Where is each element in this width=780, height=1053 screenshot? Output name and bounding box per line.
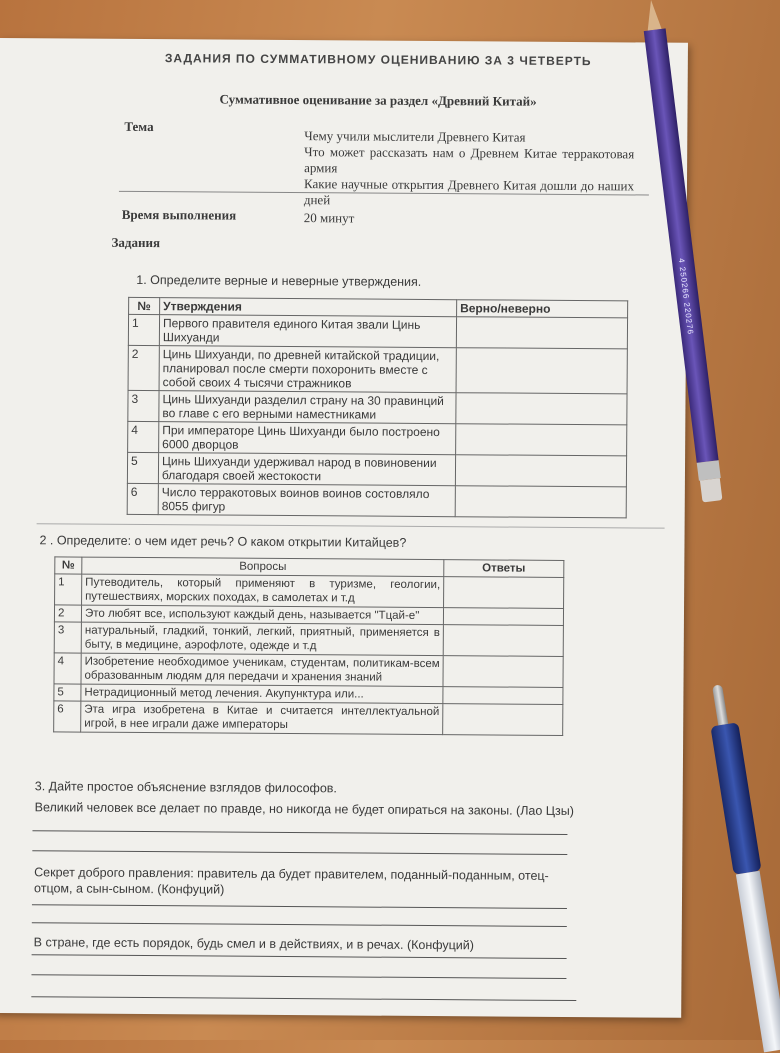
row-number: 1 [128,314,159,345]
pen-tip [712,684,728,725]
ballpoint-pen [700,682,780,1053]
row-number: 4 [128,421,159,452]
row-number: 3 [54,622,81,653]
question-text: Это любят все, используют каждый день, называется "Тцай-е" [81,605,443,625]
statement-text: Цинь Шихуанди удерживал народ в повиновении благодаря своей жестокости [158,453,455,486]
row-number: 1 [55,574,82,605]
statement-text: Цинь Шихуанди, по древней китайской традиции, планировал после смерти похоронить вместе с собой своих 4 тысячи стражников [159,346,456,393]
table-row [128,314,627,348]
col-questions: Вопросы [82,557,444,577]
discoveries-table [53,556,564,736]
tasks-label: Задания [111,234,161,251]
row-number: 6 [54,701,81,732]
worksheet-paper [0,38,688,1018]
topic-item: Какие научные открытия Древнего Китая дошли до наших дней [303,176,635,208]
theme-label: Тема [124,118,154,135]
answer-cell[interactable] [444,577,564,609]
task3-title: 3. Дайте простое объяснение взглядов философов. [34,779,337,796]
quote-confucius-2: В стране, где есть порядок, будь смел и в действиях, и в речах. (Конфуций) [33,935,475,953]
table-row [55,574,564,609]
answer-cell[interactable] [455,486,626,518]
pencil-eraser [700,478,723,502]
question-text: Путеводитель, который применяют в туризме, геологии, путешествиях, морских походах, в самолетах и т.д [82,574,444,608]
col-number: № [55,557,82,574]
answer-line[interactable] [32,954,567,959]
divider [37,523,665,528]
question-text: Эта игра изобретена в Китае и считается интеллектуальной игрой, в нее играли даже императоры [81,701,443,735]
statement-text: Первого правителя единого Китая звали Цинь Шихуанди [159,315,456,348]
task2-title: 2 . Определите: о чем идет речь? О каком открытии Китайцев? [39,533,407,550]
pen-barrel [736,871,780,1053]
answer-cell[interactable] [456,393,627,425]
table-row [127,483,626,517]
time-value: 20 минут [303,210,355,226]
col-true-false: Верно/неверно [457,300,628,318]
answer-cell[interactable] [456,348,627,394]
answer-cell[interactable] [455,455,626,487]
time-label: Время выполнения [121,206,237,223]
question-text: Изобретение необходимое ученикам, студентам, политикам-всем образованным людям для передачи и хранения знаний [81,653,443,687]
answer-cell[interactable] [443,687,563,705]
answer-cell[interactable] [443,608,563,626]
statements-table [127,297,629,518]
answer-cell[interactable] [443,625,563,657]
row-number: 2 [128,345,159,390]
table-row [54,653,563,688]
task1-title: 1. Определите верные и неверные утверждения. [136,272,422,289]
statement-text: Цинь Шихуанди разделил страну на 30 правинций во главе с его верными наместниками [159,391,456,424]
worksheet-header: ЗАДАНИЯ ПО СУММАТИВНОМУ ОЦЕНИВАНИЮ ЗА 3 ЧЕТВЕРТЬ [164,51,592,69]
row-number: 2 [54,605,81,622]
question-text: натуральный, гладкий, тонкий, легкий, приятный, применяется в быту, в медицине, аэрофлоте, одежде и т.д [81,622,443,656]
answer-cell[interactable] [443,704,563,736]
table-row [128,345,627,393]
col-answers: Ответы [444,560,564,578]
statement-text: Число терракотовых воинов воинов состовляло 8055 фигур [158,484,455,517]
topics-list [304,128,635,210]
col-number: № [129,297,160,314]
topic-item: Чему учили мыслители Древнего Китая [304,128,526,145]
topic-item: Что может рассказать нам о Древнем Китае терракотовая армия [304,144,635,176]
table-row [127,452,626,486]
row-number: 5 [127,452,158,483]
answer-line[interactable] [31,974,566,979]
question-text: Нетрадиционный метод лечения. Акупунктура или... [81,684,443,704]
col-statements: Утверждения [160,298,457,317]
table-row [128,421,627,455]
statement-text: При императоре Цинь Шихуанди было построено 6000 дворцов [159,422,456,455]
pen-grip [710,722,761,875]
worksheet-subtitle: Суммативное оценивание за раздел «Древний Китай» [219,91,537,109]
quote-confucius-1: Секрет доброго правления: правитель да будет правителем, поданный-поданным, отец-отцом, а сын-сыном. (Конфуций) [34,865,549,897]
answer-cell[interactable] [443,656,563,688]
answer-cell[interactable] [456,317,627,349]
pencil-tip [644,0,662,31]
answer-line[interactable] [32,850,567,855]
pencil-barcode-text: 4 250266 220276 [676,257,696,336]
answer-line[interactable] [31,996,576,1001]
row-number: 5 [54,684,81,701]
table-row [54,622,563,657]
row-number: 6 [127,483,158,514]
answer-line[interactable] [32,904,567,909]
answer-line[interactable] [32,922,567,927]
answer-cell[interactable] [456,424,627,456]
table-row [54,701,563,736]
row-number: 4 [54,653,81,684]
row-number: 3 [128,390,159,421]
quote-lao-tzu: Великий человек все делает по правде, но никогда не будет опираться на законы. (Лао Цзы) [34,800,575,819]
answer-line[interactable] [32,830,567,835]
table-row [128,390,627,424]
